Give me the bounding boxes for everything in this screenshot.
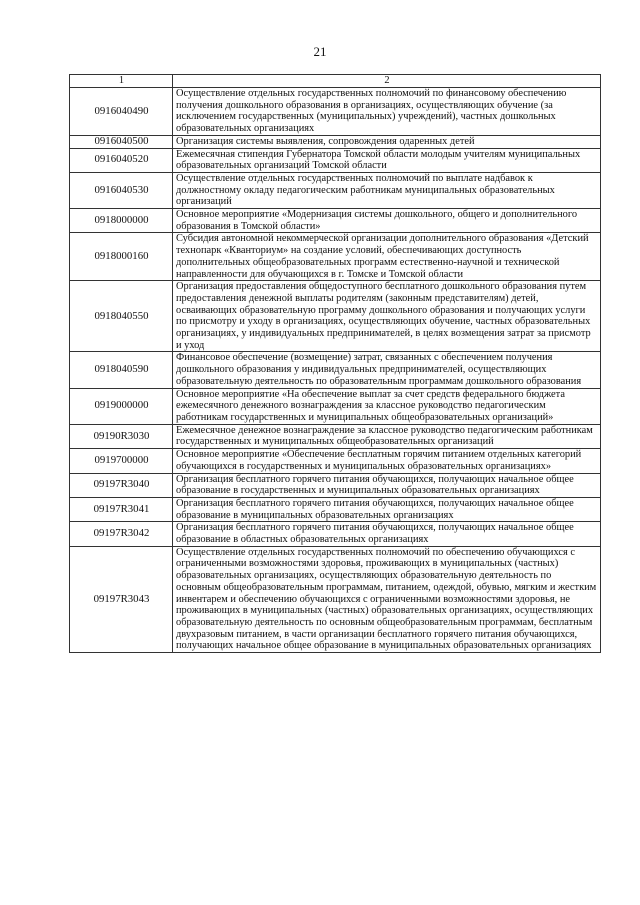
table-row <box>70 88 601 136</box>
item-description: Основное мероприятие «Модернизация системы дошкольного, общего и дополнительного образования в Томской области» <box>173 209 601 233</box>
page-number: 21 <box>313 44 327 59</box>
budget-code: 09197R3040 <box>70 473 173 497</box>
table-row <box>70 352 601 388</box>
table-row <box>70 233 601 281</box>
table-row <box>70 388 601 424</box>
budget-code: 0916040520 <box>70 148 173 172</box>
budget-code: 0919700000 <box>70 449 173 473</box>
table-header-row <box>70 75 601 88</box>
item-description: Организация системы выявления, сопровождения одаренных детей <box>173 135 601 148</box>
table-row <box>70 135 601 148</box>
budget-code: 0918000000 <box>70 209 173 233</box>
table-row <box>70 424 601 448</box>
budget-code: 0916040490 <box>70 88 173 136</box>
budget-code: 09197R3042 <box>70 522 173 546</box>
table-row <box>70 522 601 546</box>
item-description: Осуществление отдельных государственных полномочий по обеспечению обучающихся с ограниченными возможностями здоровья, проживающих в муниципальных (частных) образовательных организациях, осуществляющих образовательную деятельность по основным общеобразовательным программам, питанием, одеждой, обувью, мягким и жестким инвентарем и обеспечению обучающихся с ограниченными возможностями здоровья, не проживающих в муниципальных (частных) образовательных организациях, осуществляющих образовательную деятельность по основным общеобразовательным программам, бесплатным двухразовым питанием, в части организации бесплатного горячего питания обучающихся, получающих начальное общее образование в муниципальных образовательных организациях <box>173 546 601 652</box>
item-description: Ежемесячная стипендия Губернатора Томской области молодым учителям муниципальных образовательных организаций Томской области <box>173 148 601 172</box>
budget-code: 09190R3030 <box>70 424 173 448</box>
budget-code: 0919000000 <box>70 388 173 424</box>
table-row <box>70 172 601 208</box>
budget-code: 09197R3043 <box>70 546 173 652</box>
item-description: Организация предоставления общедоступного бесплатного дошкольного образования путем предоставления денежной выплаты родителям (законным представителям) детей, осваивающих образовательную программу дошкольного образования и получающих услуги по присмотру и уходу в организациях, осуществляющих обучение, частных образовательных организациях, у индивидуальных предпринимателей, в целях возмещения затрат за присмотр и уход <box>173 281 601 352</box>
item-description: Организация бесплатного горячего питания обучающихся, получающих начальное общее образование в государственных и муниципальных образовательных организациях <box>173 473 601 497</box>
item-description: Основное мероприятие «На обеспечение выплат за счет средств федерального бюджета ежемесячного денежного вознаграждения за классное руководство педагогическим работникам государственных и муниципальных общеобразовательных организаций» <box>173 388 601 424</box>
budget-code: 09197R3041 <box>70 497 173 521</box>
item-description: Осуществление отдельных государственных полномочий по финансовому обеспечению получения дошкольного образования в организациях, осуществляющих обучение (за исключением государственных (муниципальных) учреждений), частных дошкольных образовательных организациях <box>173 88 601 136</box>
budget-code: 0918040590 <box>70 352 173 388</box>
column-header-code: 1 <box>70 75 173 88</box>
budget-code-table <box>69 74 601 653</box>
table-row <box>70 209 601 233</box>
table-row <box>70 449 601 473</box>
table-row <box>70 281 601 352</box>
table-row <box>70 148 601 172</box>
budget-code: 0916040500 <box>70 135 173 148</box>
item-description: Организация бесплатного горячего питания обучающихся, получающих начальное общее образование в областных образовательных организациях <box>173 522 601 546</box>
table-row <box>70 546 601 652</box>
table-row <box>70 473 601 497</box>
budget-code: 0918000160 <box>70 233 173 281</box>
item-description: Организация бесплатного горячего питания обучающихся, получающих начальное общее образование в муниципальных образовательных организациях <box>173 497 601 521</box>
item-description: Финансовое обеспечение (возмещение) затрат, связанных с обеспечением получения дошкольного образования у индивидуальных предпринимателей, осуществляющих образовательную деятельность по образовательным программам дошкольного образования <box>173 352 601 388</box>
budget-code: 0916040530 <box>70 172 173 208</box>
budget-code: 0918040550 <box>70 281 173 352</box>
item-description: Осуществление отдельных государственных полномочий по выплате надбавок к должностному окладу педагогическим работникам муниципальных образовательных организаций <box>173 172 601 208</box>
table-row <box>70 497 601 521</box>
item-description: Основное мероприятие «Обеспечение бесплатным горячим питанием отдельных категорий обучающихся в государственных и муниципальных образовательных организациях» <box>173 449 601 473</box>
column-header-description: 2 <box>173 75 601 88</box>
item-description: Ежемесячное денежное вознаграждение за классное руководство педагогическим работникам государственных и муниципальных общеобразовательных организаций <box>173 424 601 448</box>
item-description: Субсидия автономной некоммерческой организации дополнительного образования «Детский технопарк «Кванториум» на создание условий, обеспечивающих доступность дополнительных общеобразовательных программ естественно-научной и технической направленности для обучающихся в г. Томске и Томской области <box>173 233 601 281</box>
